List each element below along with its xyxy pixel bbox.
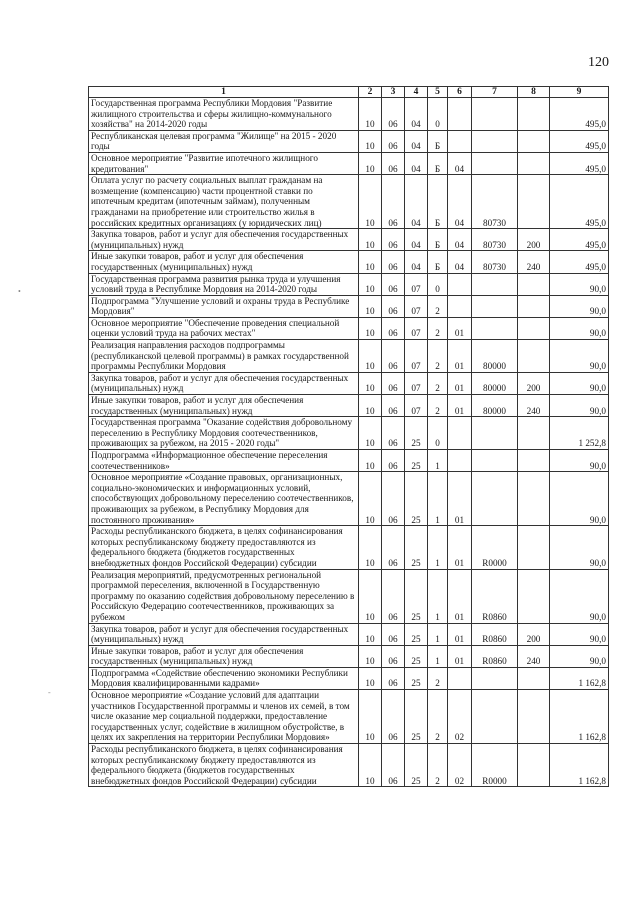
row-code-cell: 10 — [359, 623, 382, 645]
row-code-cell: 10 — [359, 690, 382, 744]
header-cell: 4 — [405, 87, 428, 98]
row-name-cell: Республиканская целевая программа "Жилище" на 2015 - 2020 годы — [89, 130, 359, 152]
row-code-cell: 0 — [428, 417, 448, 450]
row-code-cell: 25 — [405, 623, 428, 645]
row-code-cell: 01 — [448, 569, 472, 623]
row-code-cell: 2 — [428, 690, 448, 744]
row-code-cell: 06 — [382, 417, 405, 450]
row-code-cell: 06 — [382, 645, 405, 667]
row-code-cell: 10 — [359, 395, 382, 417]
row-code-cell: 07 — [405, 395, 428, 417]
row-code-cell — [472, 273, 518, 295]
row-code-cell — [472, 152, 518, 174]
row-code-cell — [518, 273, 550, 295]
row-sum-cell: 90,0 — [550, 645, 609, 667]
row-code-cell — [448, 98, 472, 131]
header-cell: 2 — [359, 87, 382, 98]
row-code-cell — [518, 472, 550, 526]
row-code-cell: 06 — [382, 395, 405, 417]
row-name-cell: Иные закупки товаров, работ и услуг для обеспечения государственных (муниципальных) нужд — [89, 395, 359, 417]
row-code-cell: 2 — [428, 317, 448, 339]
row-code-cell: 1 — [428, 569, 448, 623]
row-code-cell — [448, 295, 472, 317]
row-code-cell — [518, 152, 550, 174]
row-name-cell: Реализация мероприятий, предусмотренных региональной программой переселения, включенной в Государственную программу по оказанию содействия добровольному переселению в Российскую Федерацию соотечественников, проживающих за рубежом — [89, 569, 359, 623]
row-name-cell: Закупка товаров, работ и услуг для обеспечения государственных (муниципальных) нужд — [89, 372, 359, 394]
row-code-cell: 240 — [518, 251, 550, 273]
table-row — [89, 690, 609, 744]
row-code-cell: Б — [428, 152, 448, 174]
row-code-cell: 25 — [405, 645, 428, 667]
row-code-cell: 04 — [405, 152, 428, 174]
header-cell: 3 — [382, 87, 405, 98]
row-code-cell: 01 — [448, 526, 472, 569]
row-sum-cell: 90,0 — [550, 526, 609, 569]
row-code-cell — [518, 744, 550, 787]
table-row — [89, 472, 609, 526]
table-row — [89, 152, 609, 174]
row-sum-cell: 495,0 — [550, 152, 609, 174]
row-name-cell: Государственная программа "Оказание содействия добровольному переселению в Республику Мордовия соотечественников, проживающих за рубежом, на 2015 - 2020 годы" — [89, 417, 359, 450]
row-code-cell: 10 — [359, 417, 382, 450]
row-name-cell: Реализация направления расходов подпрограммы (республиканской целевой программы) в рамках государственной программы Республики Мордовия — [89, 340, 359, 373]
row-code-cell: 1 — [428, 526, 448, 569]
row-code-cell: 10 — [359, 526, 382, 569]
row-sum-cell: 495,0 — [550, 229, 609, 251]
row-code-cell: 10 — [359, 667, 382, 689]
row-code-cell — [448, 417, 472, 450]
header-cell: 9 — [550, 87, 609, 98]
row-code-cell — [518, 526, 550, 569]
row-code-cell — [472, 690, 518, 744]
row-code-cell: R0000 — [472, 526, 518, 569]
row-code-cell: 06 — [382, 372, 405, 394]
row-code-cell: 06 — [382, 98, 405, 131]
table-row — [89, 569, 609, 623]
row-sum-cell: 495,0 — [550, 98, 609, 131]
table-row — [89, 450, 609, 472]
row-name-cell: Закупка товаров, работ и услуг для обеспечения государственных (муниципальных) нужд — [89, 623, 359, 645]
row-code-cell: 25 — [405, 417, 428, 450]
row-code-cell: 10 — [359, 645, 382, 667]
row-code-cell: 06 — [382, 526, 405, 569]
row-name-cell: Оплата услуг по расчету социальных выплат гражданам на возмещение (компенсацию) части процентной ставки по ипотечным кредитам (ипотечным займам), полученным гражданами на приобретение или строительство жилья в российских кредитных организациях (у юридических лиц) — [89, 175, 359, 229]
row-code-cell: 240 — [518, 645, 550, 667]
row-code-cell: 10 — [359, 295, 382, 317]
row-code-cell: 240 — [518, 395, 550, 417]
row-code-cell: 07 — [405, 317, 428, 339]
row-code-cell: 01 — [448, 317, 472, 339]
row-code-cell: 04 — [448, 251, 472, 273]
row-code-cell: 0 — [428, 273, 448, 295]
row-code-cell — [518, 175, 550, 229]
row-sum-cell: 90,0 — [550, 295, 609, 317]
row-code-cell: 1 — [428, 472, 448, 526]
row-name-cell: Закупка товаров, работ и услуг для обеспечения государственных (муниципальных) нужд — [89, 229, 359, 251]
row-code-cell: 2 — [428, 744, 448, 787]
row-name-cell: Государственная программа Республики Мордовия "Развитие жилищного строительства и сферы жилищно-коммунального хозяйства" на 2014-2020 годы — [89, 98, 359, 131]
row-code-cell: R0860 — [472, 623, 518, 645]
row-code-cell: 1 — [428, 623, 448, 645]
row-code-cell — [518, 569, 550, 623]
row-code-cell: 07 — [405, 372, 428, 394]
table-header-row — [89, 87, 609, 98]
row-code-cell: 07 — [405, 273, 428, 295]
row-name-cell: Основное мероприятие «Создание правовых, организационных, социально-экономических и информационных условий, способствующих добровольному переселению соотечественников, проживающих за рубежом, в Республику Мордовия для постоянного проживания» — [89, 472, 359, 526]
row-code-cell: 80000 — [472, 395, 518, 417]
row-code-cell: 06 — [382, 130, 405, 152]
row-code-cell: 07 — [405, 340, 428, 373]
row-code-cell: 10 — [359, 273, 382, 295]
row-code-cell: 80000 — [472, 340, 518, 373]
row-sum-cell: 90,0 — [550, 450, 609, 472]
row-sum-cell: 1 252,8 — [550, 417, 609, 450]
row-sum-cell: 90,0 — [550, 372, 609, 394]
row-code-cell: 10 — [359, 744, 382, 787]
row-code-cell: 04 — [448, 152, 472, 174]
row-code-cell — [518, 130, 550, 152]
row-code-cell: 25 — [405, 744, 428, 787]
row-code-cell: 80730 — [472, 251, 518, 273]
row-code-cell — [448, 273, 472, 295]
row-code-cell — [448, 450, 472, 472]
row-code-cell: 10 — [359, 340, 382, 373]
table-row — [89, 229, 609, 251]
row-code-cell: 01 — [448, 372, 472, 394]
row-code-cell: 80000 — [472, 372, 518, 394]
table-row — [89, 98, 609, 131]
header-cell: 5 — [428, 87, 448, 98]
row-sum-cell: 495,0 — [550, 130, 609, 152]
table-row — [89, 417, 609, 450]
table-row — [89, 744, 609, 787]
row-code-cell: 2 — [428, 295, 448, 317]
row-code-cell: 80730 — [472, 229, 518, 251]
table-row — [89, 667, 609, 689]
row-code-cell: 200 — [518, 623, 550, 645]
row-code-cell: 04 — [405, 251, 428, 273]
row-code-cell: 06 — [382, 690, 405, 744]
row-code-cell: 2 — [428, 340, 448, 373]
margin-mark: - — [48, 688, 51, 697]
table-row — [89, 395, 609, 417]
row-code-cell: 06 — [382, 569, 405, 623]
row-sum-cell: 1 162,8 — [550, 744, 609, 787]
row-code-cell: Б — [428, 251, 448, 273]
table-row — [89, 130, 609, 152]
row-code-cell: 25 — [405, 569, 428, 623]
row-code-cell — [518, 667, 550, 689]
row-code-cell: 04 — [405, 175, 428, 229]
row-code-cell: 01 — [448, 472, 472, 526]
row-code-cell: 06 — [382, 273, 405, 295]
header-cell: 8 — [518, 87, 550, 98]
row-code-cell — [472, 472, 518, 526]
row-code-cell — [472, 295, 518, 317]
row-name-cell: Основное мероприятие "Обеспечение проведения специальной оценки условий труда на рабочих местах" — [89, 317, 359, 339]
row-code-cell: 25 — [405, 690, 428, 744]
row-code-cell: Б — [428, 175, 448, 229]
row-code-cell: 06 — [382, 744, 405, 787]
row-code-cell: 200 — [518, 229, 550, 251]
row-code-cell: 1 — [428, 645, 448, 667]
row-code-cell: 06 — [382, 229, 405, 251]
row-code-cell — [518, 417, 550, 450]
table-row — [89, 340, 609, 373]
row-name-cell: Расходы республиканского бюджета, в целях софинансирования которых республиканскому бюджету предоставляются из федерального бюджета (бюджетов государственных внебюджетных фондов Российской Федерации) субсидии — [89, 526, 359, 569]
row-code-cell: 04 — [448, 175, 472, 229]
row-code-cell: 25 — [405, 526, 428, 569]
row-code-cell — [448, 667, 472, 689]
row-code-cell: 10 — [359, 372, 382, 394]
row-code-cell: 06 — [382, 295, 405, 317]
row-sum-cell: 90,0 — [550, 472, 609, 526]
row-code-cell: 25 — [405, 450, 428, 472]
row-code-cell: 04 — [405, 130, 428, 152]
table-row — [89, 317, 609, 339]
row-code-cell: R0860 — [472, 569, 518, 623]
row-code-cell — [472, 667, 518, 689]
row-code-cell: 04 — [448, 229, 472, 251]
row-code-cell: 06 — [382, 175, 405, 229]
row-sum-cell: 90,0 — [550, 569, 609, 623]
row-name-cell: Подпрограмма «Информационное обеспечение переселения соотечественников» — [89, 450, 359, 472]
row-sum-cell: 1 162,8 — [550, 690, 609, 744]
row-code-cell: 10 — [359, 175, 382, 229]
row-code-cell: 01 — [448, 623, 472, 645]
header-cell: 7 — [472, 87, 518, 98]
row-name-cell: Подпрограмма "Улучшение условий и охраны труда в Республике Мордовия" — [89, 295, 359, 317]
budget-table — [88, 86, 609, 787]
row-code-cell: 07 — [405, 295, 428, 317]
row-code-cell — [472, 98, 518, 131]
row-code-cell: Б — [428, 229, 448, 251]
row-name-cell: Государственная программа развития рынка труда и улучшения условий труда в Республике Мордовия на 2014-2020 годы — [89, 273, 359, 295]
row-code-cell — [518, 295, 550, 317]
row-code-cell — [472, 130, 518, 152]
row-code-cell: Б — [428, 130, 448, 152]
row-sum-cell: 495,0 — [550, 251, 609, 273]
row-name-cell: Подпрограмма «Содействие обеспечению экономики Республики Мордовия квалифицированными кадрами» — [89, 667, 359, 689]
row-code-cell: 200 — [518, 372, 550, 394]
row-code-cell: 2 — [428, 667, 448, 689]
row-code-cell: 06 — [382, 623, 405, 645]
row-code-cell: 0 — [428, 98, 448, 131]
row-code-cell: 04 — [405, 229, 428, 251]
row-code-cell: 10 — [359, 569, 382, 623]
table-row — [89, 645, 609, 667]
row-code-cell: 06 — [382, 450, 405, 472]
row-code-cell: 10 — [359, 98, 382, 131]
row-code-cell: 2 — [428, 372, 448, 394]
row-code-cell — [518, 98, 550, 131]
row-code-cell — [518, 450, 550, 472]
row-code-cell: 01 — [448, 395, 472, 417]
row-sum-cell: 90,0 — [550, 317, 609, 339]
row-code-cell: 02 — [448, 744, 472, 787]
table-row — [89, 273, 609, 295]
row-code-cell: 1 — [428, 450, 448, 472]
row-sum-cell: 1 162,8 — [550, 667, 609, 689]
margin-mark: • — [18, 287, 21, 296]
row-code-cell: 10 — [359, 130, 382, 152]
row-code-cell: 10 — [359, 472, 382, 526]
row-code-cell: 01 — [448, 340, 472, 373]
row-code-cell: 2 — [428, 395, 448, 417]
row-name-cell: Основное мероприятие "Развитие ипотечного жилищного кредитования" — [89, 152, 359, 174]
row-code-cell: 06 — [382, 472, 405, 526]
row-code-cell: 04 — [405, 98, 428, 131]
row-sum-cell: 90,0 — [550, 273, 609, 295]
table-body — [89, 98, 609, 787]
row-name-cell: Основное мероприятие «Создание условий для адаптации участников Государственной программы и членов их семей, в том числе оказание мер социальной поддержки, предоставление государственных услуг, содействие в жилищном обустройстве, в целях их закрепления на территории Республики Мордовия» — [89, 690, 359, 744]
row-code-cell: 80730 — [472, 175, 518, 229]
row-code-cell: 06 — [382, 340, 405, 373]
row-code-cell: 10 — [359, 450, 382, 472]
row-code-cell — [518, 317, 550, 339]
row-sum-cell: 90,0 — [550, 623, 609, 645]
row-code-cell: 10 — [359, 317, 382, 339]
row-name-cell: Иные закупки товаров, работ и услуг для обеспечения государственных (муниципальных) нужд — [89, 251, 359, 273]
row-sum-cell: 90,0 — [550, 340, 609, 373]
row-code-cell: 25 — [405, 472, 428, 526]
table-row — [89, 295, 609, 317]
row-code-cell: 10 — [359, 152, 382, 174]
page-number: 120 — [588, 55, 609, 70]
row-code-cell: R0860 — [472, 645, 518, 667]
row-code-cell: R0000 — [472, 744, 518, 787]
table-row — [89, 175, 609, 229]
row-code-cell: 06 — [382, 317, 405, 339]
row-code-cell: 02 — [448, 690, 472, 744]
row-code-cell: 06 — [382, 152, 405, 174]
row-sum-cell: 90,0 — [550, 395, 609, 417]
row-name-cell: Иные закупки товаров, работ и услуг для обеспечения государственных (муниципальных) нужд — [89, 645, 359, 667]
row-code-cell — [518, 340, 550, 373]
row-code-cell: 06 — [382, 667, 405, 689]
table-row — [89, 623, 609, 645]
row-code-cell: 06 — [382, 251, 405, 273]
row-code-cell — [472, 317, 518, 339]
row-code-cell: 10 — [359, 229, 382, 251]
row-code-cell — [518, 690, 550, 744]
row-code-cell: 25 — [405, 667, 428, 689]
row-code-cell: 01 — [448, 645, 472, 667]
table-row — [89, 251, 609, 273]
header-cell: 1 — [89, 87, 359, 98]
row-name-cell: Расходы республиканского бюджета, в целях софинансирования которых республиканскому бюджету предоставляются из федерального бюджета (бюджетов государственных внебюджетных фондов Российской Федерации) субсидии — [89, 744, 359, 787]
header-cell: 6 — [448, 87, 472, 98]
table-row — [89, 526, 609, 569]
row-code-cell — [472, 450, 518, 472]
row-code-cell: 10 — [359, 251, 382, 273]
table-row — [89, 372, 609, 394]
row-code-cell — [472, 417, 518, 450]
row-code-cell — [448, 130, 472, 152]
row-sum-cell: 495,0 — [550, 175, 609, 229]
